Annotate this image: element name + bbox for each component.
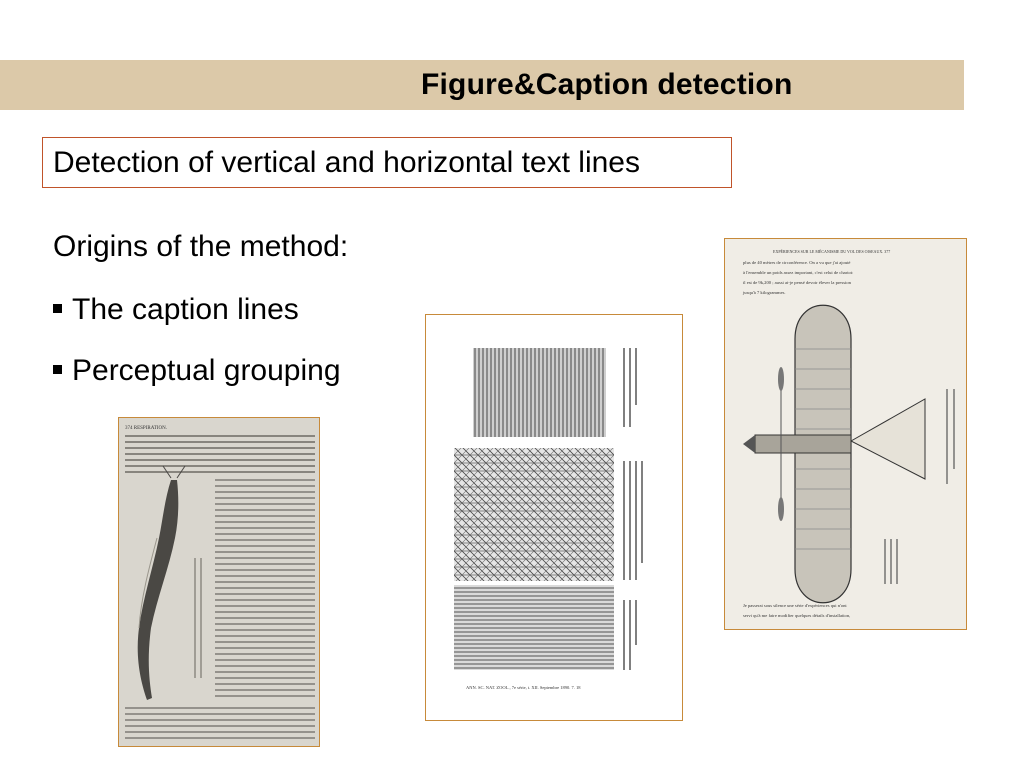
scan-page-flying-machine (724, 238, 967, 630)
bullet-text: Perceptual grouping (72, 354, 341, 387)
scan-middle-footer: ANN. SC. NAT. ZOOL., 7e série, t. XII. Septembre 1890. 7. 18 (466, 685, 581, 690)
scan-right-text-line: jusqu'à 7 kilogrammes. (743, 290, 786, 295)
scan-right-header: EXPÉRIENCES SUR LE MÉCANISME DU VOL DES OISEAUX. 377 (773, 249, 891, 254)
scan-flying-machine-svg (725, 239, 966, 629)
bullet-text: The caption lines (72, 293, 299, 326)
scan-right-text-line: il est de 9k,200 ; aussi ai-je pensé devoir élever la pression (743, 280, 851, 285)
boxed-heading-text: Detection of vertical and horizontal text lines (53, 146, 640, 179)
bullet-square-icon (53, 304, 62, 313)
scan-right-text-line: Je passerai sous silence une série d'expériences qui n'ont (743, 603, 847, 608)
bullet-item (53, 354, 341, 388)
boxed-heading (42, 137, 732, 188)
scan-right-text-line: servi qu'à me faire modifier quelques détails d'installation, (743, 613, 851, 618)
scan-page-fish (118, 417, 320, 747)
bullet-square-icon (53, 365, 62, 374)
scan-right-text-line: à l'ensemble un poids assez important, c'est celui de chariot: (743, 270, 854, 275)
scan-right-text-line: plus de 40 mètres de circonférence. On a vu que j'ai ajouté (743, 260, 851, 265)
scan-left-header: 374 RESPIRATION. (125, 426, 167, 431)
scan-fish-svg (119, 418, 319, 746)
scan-page-textures (425, 314, 683, 721)
slide-title: Figure&Caption detection (421, 68, 793, 101)
scan-textures-svg (426, 315, 682, 720)
bullet-item (53, 293, 299, 327)
origins-label: Origins of the method: (53, 230, 349, 263)
